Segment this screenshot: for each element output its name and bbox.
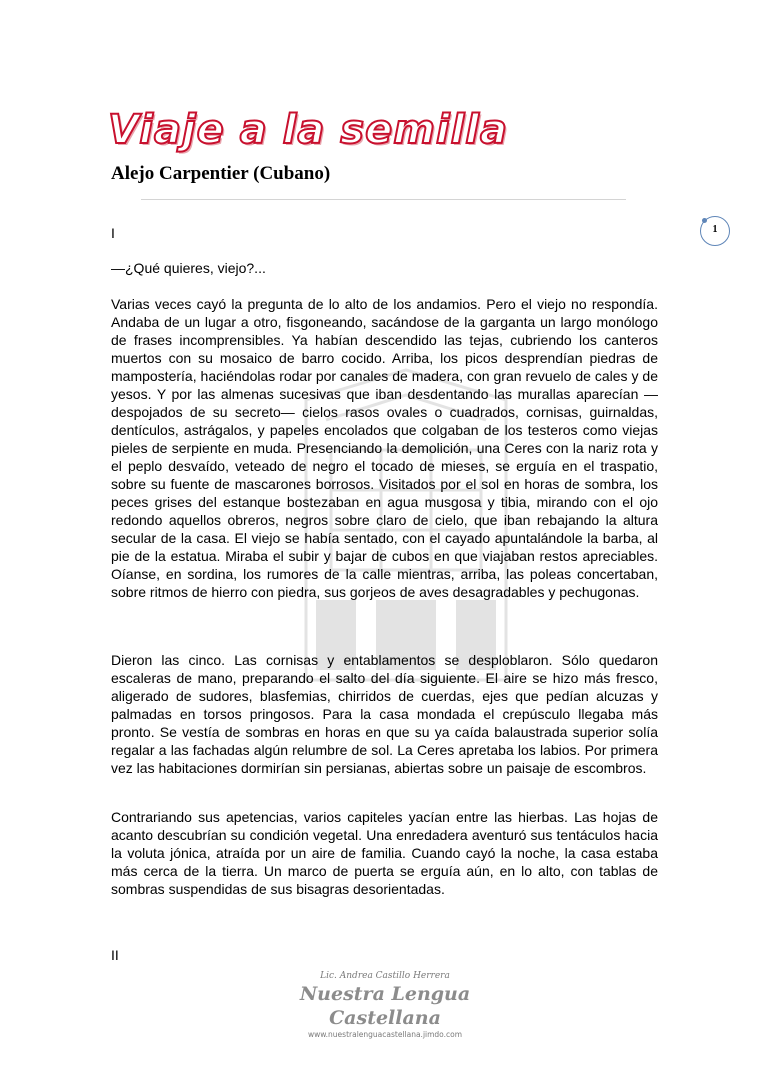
- page-number: 1: [712, 224, 718, 235]
- footer-logo: [270, 970, 500, 1039]
- footer-author: Lic. Andrea Castillo Herrera: [320, 971, 450, 981]
- badge-dot-icon: [702, 218, 707, 223]
- document-author: Alejo Carpentier (Cubano): [111, 163, 331, 184]
- paragraph-3: Contrariando sus apetencias, varios capiteles yacían entre las hierbas. Las hojas de acanto descubrían su condición vegetal. Una enredadera aventuró sus tentáculos hacia la voluta jónica, atraída por un aire de familia. Cuando cayó la noche, la casa estaba más cerca de la tierra. Un marco de puerta se erguía aún, en lo alto, con tablas de sombras suspendidas de sus bisagras desorientadas.: [111, 809, 658, 897]
- footer-brand: Nuestra Lengua Castellana: [299, 983, 471, 1029]
- paragraph-1: Varias veces cayó la pregunta de lo alto de los andamios. Pero el viejo no respondía. Andaba de un lugar a otro, fisgoneando, sacándose de la garganta un largo monólogo de frases incomprensibles. Ya habían descendido las tejas, cubriendo los canteros muertos con su mosaico de barro cocido. Arriba, los picos desprendían piedras de mampostería, haciéndolas rodar por canales de madera, con gran revuelo de cales y de yesos. Y por las almenas sucesivas que iban desdentando las murallas aparecían —despojados de su secreto— cielos rasos ovales o cuadrados, cornisas, guirnaldas, dentículos, astrágalos, y papeles encolados que colgaban de los testeros como viejas pieles de serpiente en muda. Presenciando la demolición, una Ceres con la nariz rota y el peplo desvaído, veteado de negro el tocado de mieses, se erguía en el traspatio, sobre su fuente de mascarones borrosos. Visitados por el sol en horas de sombra, los peces grises del estanque bostezaban en agua musgosa y tibia, mirando con el ojo redondo aquellos obreros, negros sobre claro de cielo, que iban rebajando la altura secular de la casa. El viejo se había sentado, con el cayado apuntalándole la barba, al pie de la estatua. Miraba el subir y bajar de cubos en que viajaban restos apreciables. Oíanse, en sordina, los rumores de la calle mientras, arriba, las poleas concertaban, sobre ritmos de hierro con piedra, sus gorjeos de aves desagradables y pechugonas.: [111, 296, 658, 600]
- section-heading-2: II: [111, 947, 119, 963]
- footer-url: www.nuestralenguacastellana.jimdo.com: [307, 1030, 463, 1039]
- page-number-badge: [700, 216, 730, 246]
- document-title: Viaje a la semilla: [108, 107, 509, 153]
- header-divider: [141, 199, 626, 200]
- dialogue-line: —¿Qué quieres, viejo?...: [111, 260, 266, 276]
- paragraph-2: Dieron las cinco. Las cornisas y entablamentos se desploblaron. Sólo quedaron escaleras de mano, preparando el salto del día siguiente. El aire se hizo más fresco, aligerado de sudores, blasfemias, chirridos de cuerdas, ejes que pedían alcuzas y palmadas en torsos pringosos. Para la casa mondada el crepúsculo llegaba más pronto. Se vestía de sombras en horas en que su ya caída balaustrada superior solía regalar a las fachadas algún relumbre de sol. La Ceres apretaba los labios. Por primera vez las habitaciones dormirían sin persianas, abiertas sobre un paisaje de escombros.: [111, 652, 658, 776]
- section-heading-1: I: [111, 225, 115, 241]
